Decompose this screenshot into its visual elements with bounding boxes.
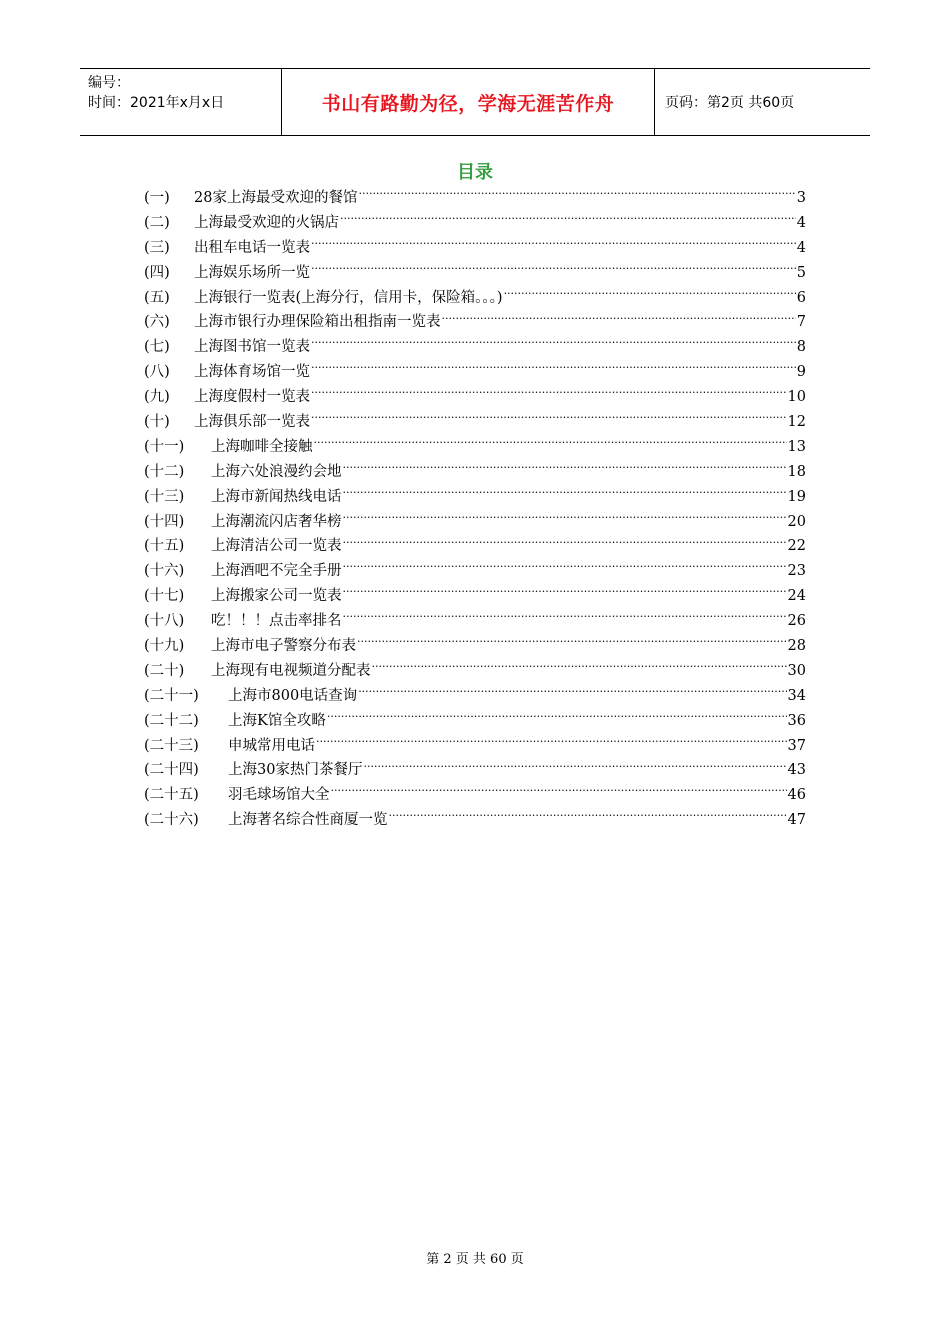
- toc-entry[interactable]: [144, 310, 806, 335]
- toc-entry-page: 5: [796, 264, 806, 281]
- toc-entry-page: 3: [796, 190, 806, 206]
- toc-entry-title[interactable]: 上海最受欢迎的火锅店: [194, 214, 339, 231]
- toc-entry-title[interactable]: 上海市银行办理保险箱出租指南一览表: [194, 314, 441, 331]
- toc-entry[interactable]: [144, 286, 806, 311]
- toc-entry-page: 43: [787, 762, 806, 779]
- toc-entry-page: 7: [796, 314, 806, 331]
- toc-entry-page: 23: [787, 563, 806, 580]
- toc-entry-page: 24: [787, 588, 806, 605]
- toc-entry-number: (二十三): [144, 737, 199, 754]
- toc-entry[interactable]: [144, 709, 806, 734]
- toc-entry-title[interactable]: 上海30家热门茶餐厅: [228, 762, 363, 779]
- toc-entry-title[interactable]: 上海市800电话查询: [228, 687, 358, 704]
- toc-leader-dots: [311, 337, 796, 352]
- toc-entry-number: (十九): [144, 638, 185, 655]
- toc-entry-page: 12: [787, 414, 806, 431]
- toc-entry-number: (十七): [144, 588, 185, 605]
- toc-leader-dots: [343, 486, 787, 501]
- toc-entry-page: 8: [796, 339, 806, 356]
- toc-leader-dots: [314, 436, 787, 451]
- toc-entry-number: (四): [144, 264, 170, 281]
- toc-entry-number: (二十): [144, 662, 185, 679]
- toc-entry-number: (九): [144, 389, 170, 406]
- header-page-info: 页码：第2页 共60页: [665, 95, 795, 111]
- toc-entry[interactable]: [144, 261, 806, 286]
- toc-leader-dots: [311, 262, 796, 277]
- toc-entry-title[interactable]: 上海清洁公司一览表: [211, 538, 342, 555]
- toc-entry[interactable]: [144, 510, 806, 535]
- toc-leader-dots: [343, 511, 787, 526]
- toc-leader-dots: [343, 461, 787, 476]
- header-meta: [80, 69, 282, 135]
- toc-entry-title[interactable]: 28家上海最受欢迎的餐馆: [194, 190, 358, 206]
- toc-entry-title[interactable]: 上海搬家公司一览表: [211, 588, 342, 605]
- toc-title: 目录: [457, 162, 493, 183]
- toc-entry[interactable]: [144, 559, 806, 584]
- toc-leader-dots: [343, 611, 787, 626]
- toc-entry-number: (二十一): [144, 687, 199, 704]
- table-of-contents: [144, 186, 806, 833]
- toc-entry-number: (十二): [144, 463, 185, 480]
- toc-entry-number: (二十五): [144, 787, 199, 804]
- toc-leader-dots: [311, 362, 796, 377]
- toc-entry[interactable]: [144, 435, 806, 460]
- toc-entry-number: (十六): [144, 563, 185, 580]
- toc-entry-title[interactable]: 吃！！！点击率排名: [211, 613, 342, 630]
- toc-entry-number: (一): [144, 190, 170, 206]
- page-footer: 第 2 页 共 60 页: [426, 1252, 524, 1267]
- toc-leader-dots: [358, 188, 795, 203]
- toc-entry-number: (二十六): [144, 812, 199, 829]
- toc-entry-page: 20: [787, 513, 806, 530]
- toc-entry-title[interactable]: 上海酒吧不完全手册: [211, 563, 342, 580]
- toc-entry[interactable]: [144, 534, 806, 559]
- toc-entry-page: 46: [787, 787, 806, 804]
- toc-entry-number: (五): [144, 289, 170, 306]
- toc-leader-dots: [343, 586, 787, 601]
- toc-entry-title[interactable]: 上海现有电视频道分配表: [211, 662, 371, 679]
- toc-leader-dots: [327, 710, 787, 725]
- toc-entry[interactable]: [144, 236, 806, 261]
- toc-entry[interactable]: [144, 634, 806, 659]
- toc-entry[interactable]: [144, 684, 806, 709]
- toc-leader-dots: [316, 735, 787, 750]
- toc-entry-page: 13: [787, 438, 806, 455]
- toc-entry[interactable]: [144, 584, 806, 609]
- toc-entry-number: (七): [144, 339, 170, 356]
- toc-entry-page: 9: [796, 364, 806, 381]
- toc-entry-page: 36: [787, 712, 806, 729]
- toc-entry-title[interactable]: 上海俱乐部一览表: [194, 414, 310, 431]
- toc-entry-page: 34: [787, 687, 806, 704]
- toc-entry[interactable]: [144, 335, 806, 360]
- toc-entry-number: (二十二): [144, 712, 199, 729]
- toc-entry[interactable]: [144, 783, 806, 808]
- toc-leader-dots: [372, 660, 787, 675]
- toc-entry-page: 4: [796, 214, 806, 231]
- toc-entry-page: 18: [787, 463, 806, 480]
- toc-entry-title[interactable]: 出租车电话一览表: [194, 239, 310, 256]
- toc-entry-title[interactable]: 上海银行一览表(上海分行，信用卡，保险箱。。。): [194, 289, 503, 306]
- time-label: 时间：2021年x月x日: [88, 95, 225, 111]
- toc-entry-page: 22: [787, 538, 806, 555]
- toc-entry[interactable]: [144, 758, 806, 783]
- toc-entry-number: (十八): [144, 613, 185, 630]
- toc-entry-title[interactable]: 上海度假村一览表: [194, 389, 310, 406]
- toc-leader-dots: [331, 785, 787, 800]
- toc-entry-number: (二十四): [144, 762, 199, 779]
- toc-leader-dots: [311, 412, 787, 427]
- toc-entry-title[interactable]: 上海娱乐场所一览: [194, 264, 310, 281]
- toc-entry-page: 28: [787, 638, 806, 655]
- toc-entry-page: 6: [796, 289, 806, 306]
- toc-entry-page: 37: [787, 737, 806, 754]
- toc-entry-title[interactable]: 上海市电子警察分布表: [211, 638, 356, 655]
- toc-leader-dots: [442, 312, 796, 327]
- toc-entry-title[interactable]: 上海体育场馆一览: [194, 364, 310, 381]
- toc-entry-title[interactable]: 上海图书馆一览表: [194, 339, 310, 356]
- toc-entry[interactable]: [144, 410, 806, 435]
- toc-entry-number: (十五): [144, 538, 185, 555]
- toc-entry-title[interactable]: 上海著名综合性商厦一览: [228, 812, 388, 829]
- header-motto: 书山有路勤为径，学海无涯苦作舟: [282, 69, 655, 135]
- toc-entry-number: (十三): [144, 488, 185, 505]
- toc-entry-page: 10: [787, 389, 806, 406]
- toc-entry-number: (十): [144, 414, 170, 431]
- toc-entry-title[interactable]: 上海六处浪漫约会地: [211, 463, 342, 480]
- toc-entry[interactable]: [144, 211, 806, 236]
- toc-entry-title[interactable]: 羽毛球场馆大全: [228, 787, 330, 804]
- toc-entry-title[interactable]: 申城常用电话: [228, 737, 315, 754]
- toc-entry-title[interactable]: 上海潮流闪店奢华榜: [211, 513, 342, 530]
- toc-entry[interactable]: [144, 385, 806, 410]
- toc-entry[interactable]: [144, 609, 806, 634]
- serial-label: 编号：: [88, 75, 130, 91]
- toc-entry-number: (十四): [144, 513, 185, 530]
- toc-entry[interactable]: [144, 186, 806, 211]
- toc-entry[interactable]: [144, 734, 806, 759]
- toc-entry-title[interactable]: 上海市新闻热线电话: [211, 488, 342, 505]
- toc-leader-dots: [357, 636, 787, 651]
- toc-leader-dots: [389, 810, 787, 825]
- toc-entry-page: 47: [787, 812, 806, 829]
- toc-entry-title[interactable]: 上海咖啡全接触: [211, 438, 313, 455]
- toc-entry-page: 19: [787, 488, 806, 505]
- toc-leader-dots: [340, 212, 796, 227]
- toc-leader-dots: [504, 287, 796, 302]
- toc-entry-page: 26: [787, 613, 806, 630]
- toc-entry[interactable]: [144, 485, 806, 510]
- page-header: [80, 68, 870, 136]
- toc-leader-dots: [343, 561, 787, 576]
- toc-entry-number: (六): [144, 314, 170, 331]
- toc-entry-number: (八): [144, 364, 170, 381]
- toc-entry[interactable]: [144, 360, 806, 385]
- toc-entry-page: 30: [787, 662, 806, 679]
- toc-entry[interactable]: [144, 460, 806, 485]
- toc-entry-page: 4: [796, 239, 806, 256]
- toc-entry[interactable]: [144, 659, 806, 684]
- toc-leader-dots: [358, 685, 786, 700]
- toc-entry-number: (三): [144, 239, 170, 256]
- toc-entry-title[interactable]: 上海K馆全攻略: [228, 712, 326, 729]
- toc-entry-number: (二): [144, 214, 170, 231]
- toc-leader-dots: [343, 536, 787, 551]
- toc-leader-dots: [311, 387, 787, 402]
- toc-leader-dots: [311, 237, 796, 252]
- toc-entry[interactable]: [144, 808, 806, 833]
- toc-entry-number: (十一): [144, 438, 185, 455]
- toc-leader-dots: [363, 760, 786, 775]
